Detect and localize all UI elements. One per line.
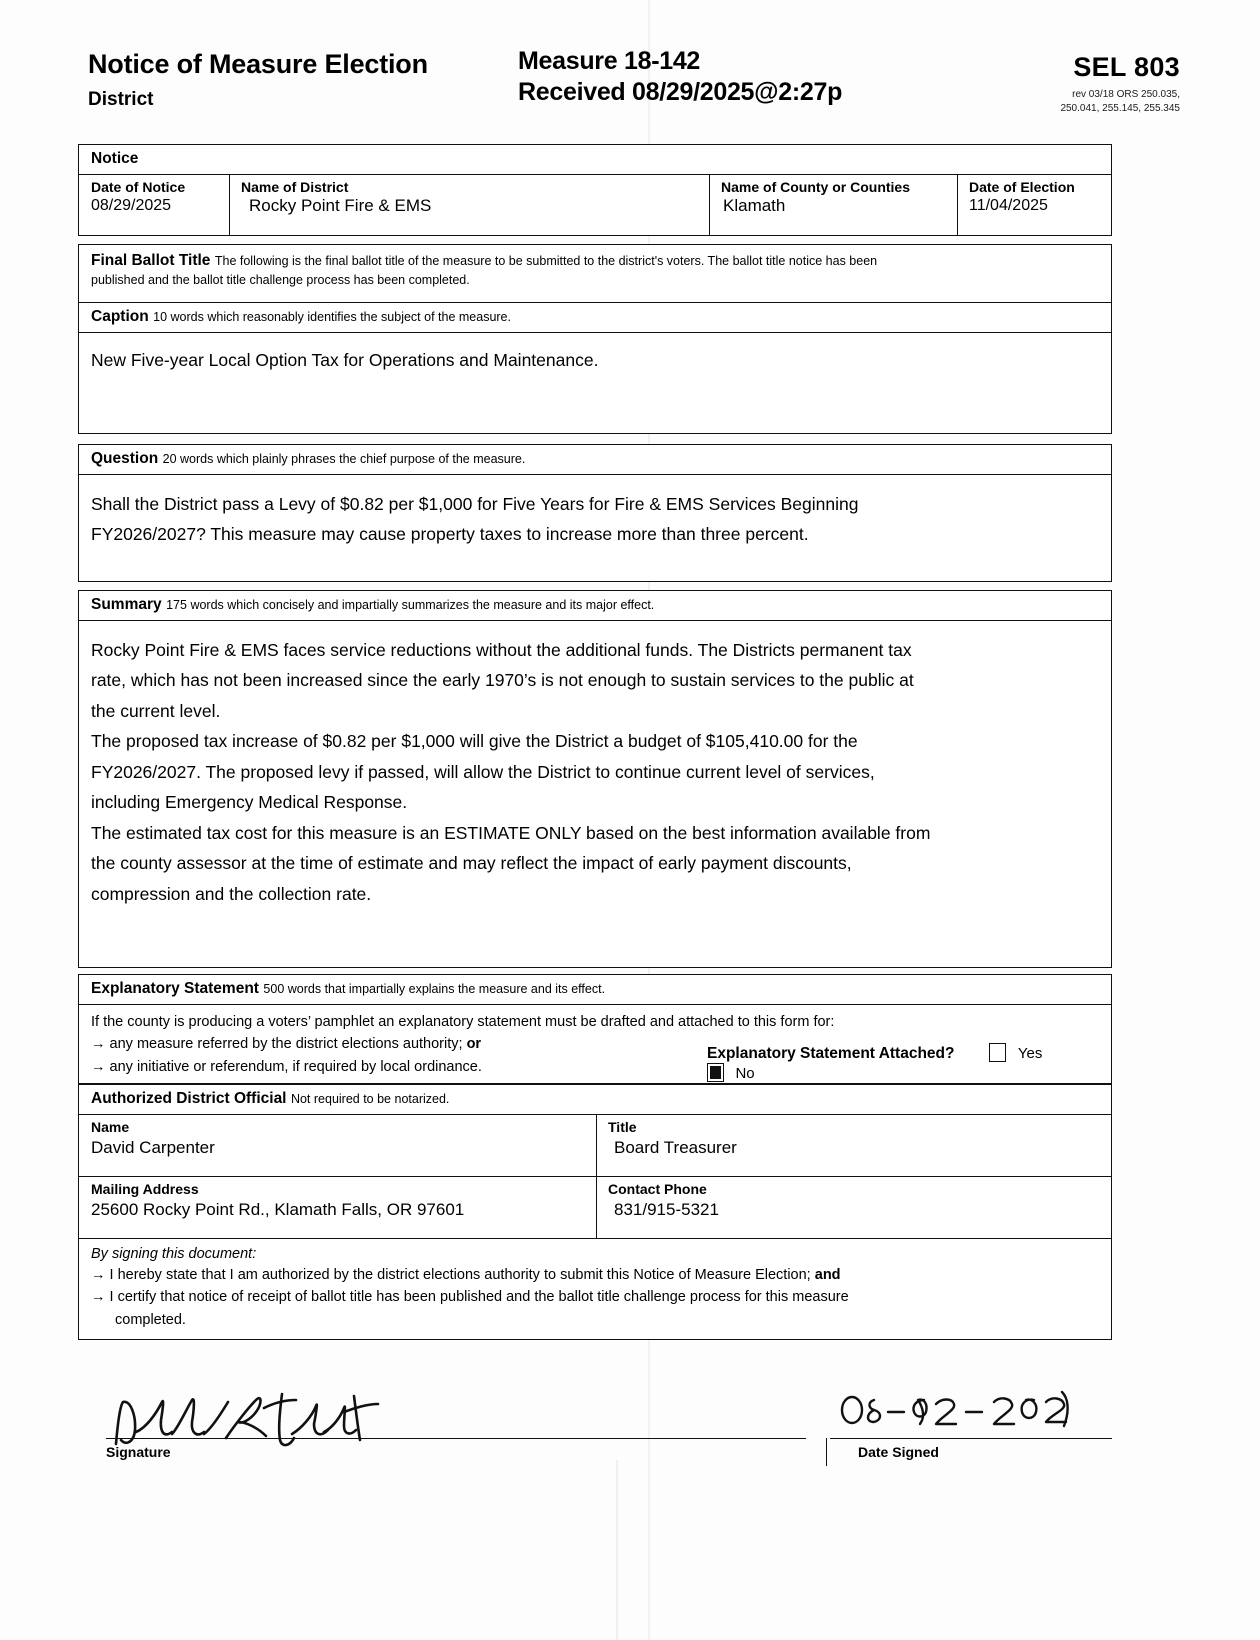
summary-note: 175 words which concisely and impartially summarizes the measure and its major effect. [166,598,655,612]
measure-number: Measure 18-142 [518,47,701,75]
signature-line [106,1438,806,1439]
county-label: Name of County or Counties [721,179,911,195]
official-phone-value[interactable]: 831/915-5321 [614,1200,719,1219]
official-title-value[interactable]: Board Treasurer [614,1138,737,1157]
date-signed-label: Date Signed [858,1444,939,1460]
official-address-row [79,1177,1111,1239]
arrow-icon: → [91,1036,106,1053]
official-phone-cell [596,1177,1111,1224]
explanatory-statement-bullet-1 [91,1033,711,1055]
signing-bullet-2 [91,1286,1101,1308]
date-signed-mark [838,1384,1078,1440]
explanatory-statement-yes-checkbox[interactable] [989,1043,1006,1062]
date-signed-line [830,1438,1112,1439]
final-ballot-title-label: Final Ballot Title [91,252,211,269]
date-of-election-cell [957,175,1111,219]
form-revision-line1: rev 03/18 ORS 250.035, [1072,89,1180,100]
form-code: SEL 803 [1073,52,1180,82]
official-name-row [79,1115,1111,1177]
summary-body[interactable] [79,621,1111,967]
county-cell [709,175,957,220]
explanatory-statement-no-checkbox[interactable] [707,1063,724,1082]
explanatory-statement-attached-group [707,1043,1107,1083]
official-address-cell [79,1177,596,1224]
official-address-value[interactable]: 25600 Rocky Point Rd., Klamath Falls, OR 97601 [91,1200,465,1219]
summary-line: the current level. [91,700,221,721]
county-value[interactable]: Klamath [723,196,786,215]
page-title: Notice of Measure Election [88,49,428,79]
final-ballot-title-note-1: The following is the final ballot title of the measure to be submitted to the district's voters. The ballot title notice has been [214,254,878,268]
signing-bullet-1-and: and [814,1267,841,1283]
notice-fields-row [79,175,1111,235]
signature-date-divider [826,1438,827,1466]
caption-body[interactable] [79,333,1111,433]
notice-section-header [79,145,1111,175]
official-section-label: Authorized District Official [91,1090,287,1107]
form-revision [960,88,1180,115]
official-address-label: Mailing Address [91,1181,199,1197]
name-of-district-label: Name of District [241,179,349,195]
arrow-icon: → [91,1267,106,1283]
caption-note: 10 words which reasonably identifies the subject of the measure. [153,310,511,324]
signature-block [78,1360,1138,1500]
explanatory-statement-section [78,974,1112,1084]
official-name-value[interactable]: David Carpenter [91,1138,215,1157]
summary-line: The estimated tax cost for this measure is an ESTIMATE ONLY based on the best information available from [91,822,931,843]
explanatory-statement-bullet-1-text: any measure referred by the district elections authority; [109,1036,463,1053]
question-section [78,444,1112,582]
question-label: Question [91,450,159,467]
explanatory-statement-note: 500 words that impartially explains the measure and its effect. [263,982,606,996]
arrow-icon: → [91,1289,106,1306]
summary-header [79,591,1111,621]
explanatory-statement-attached-label: Explanatory Statement Attached? [707,1045,955,1062]
measure-received-stamp: Received 08/29/2025@2:27p [518,77,843,106]
signature-label: Signature [106,1444,171,1460]
explanatory-statement-header [79,975,1111,1005]
explanatory-statement-no-label: No [735,1065,755,1082]
summary-line: The proposed tax increase of $0.82 per $1,000 will give the District a budget of $105,410.00 for the [91,731,858,752]
page-subtitle: District [88,89,154,111]
question-header [79,445,1111,475]
notice-section [78,144,1112,236]
name-of-district-value[interactable]: Rocky Point Fire & EMS [249,196,432,215]
arrow-icon: → [91,1058,106,1075]
explanatory-statement-bullet-2 [91,1056,711,1078]
form-revision-line2: 250.041, 255.145, 255.345 [1060,102,1180,114]
summary-section [78,590,1112,968]
name-of-district-cell [229,175,709,220]
official-title-label: Title [608,1119,637,1135]
summary-line: including Emergency Medical Response. [91,792,408,813]
question-body[interactable] [79,475,1111,583]
explanatory-statement-intro: If the county is producing a voters’ pamphlet an explanatory statement must be drafted and attached to this form for: [91,1014,835,1030]
signing-bullet-1-text: I hereby state that I am authorized by the district elections authority to submit this Notice of Measure Election; [109,1267,811,1283]
official-title-cell [596,1115,1111,1162]
date-of-notice-value[interactable]: 08/29/2025 [91,197,172,214]
official-phone-label: Contact Phone [608,1181,707,1197]
official-section-header [79,1085,1111,1115]
summary-line: Rocky Point Fire & EMS faces service reductions without the additional funds. The Districts permanent tax [91,640,912,660]
question-text-line2: FY2026/2027? This measure may cause property taxes to increase more than three percent. [91,524,809,545]
question-note: 20 words which plainly phrases the chief purpose of the measure. [162,452,526,466]
signing-bullet-1 [91,1264,1101,1286]
date-of-notice-label: Date of Notice [91,179,186,195]
explanatory-statement-body [79,1005,1111,1083]
caption-header [79,303,1111,333]
caption-label: Caption [91,308,149,325]
header-right [960,52,1180,115]
final-ballot-title-section [78,244,1112,434]
date-of-notice-cell [79,175,229,219]
summary-line: FY2026/2027. The proposed levy if passed, will allow the District to continue current level of services, [91,761,875,782]
measure-stamp [518,46,948,107]
signing-bullet-2-text: I certify that notice of receipt of ballot title has been published and the ballot title challenge process for this measure [109,1289,849,1306]
signing-intro: By signing this document: [91,1246,257,1262]
summary-label: Summary [91,596,162,613]
summary-line: the county assessor at the time of estimate and may reflect the impact of early payment discounts, [91,853,852,874]
final-ballot-title-header [79,245,1111,303]
explanatory-statement-bullet-1-or: or [466,1036,482,1053]
signing-bullet-2-continued: completed. [115,1311,186,1328]
final-ballot-title-note-2: published and the ballot title challenge process has been completed. [91,273,470,287]
explanatory-statement-yes-label: Yes [1017,1045,1043,1062]
explanatory-statement-bullet-2-text: any initiative or referendum, if required by local ordinance. [109,1058,482,1075]
question-text-line1: Shall the District pass a Levy of $0.82 per $1,000 for Five Years for Fire & EMS Services Beginning [91,494,859,514]
explanatory-statement-label: Explanatory Statement [91,980,259,997]
notice-section-label: Notice [91,150,139,167]
summary-line: rate, which has not been increased since the early 1970’s is not enough to sustain services to the public at [91,670,914,691]
header-left [88,50,508,111]
official-name-label: Name [91,1119,130,1135]
date-of-election-label: Date of Election [969,179,1075,195]
caption-text: New Five-year Local Option Tax for Operations and Maintenance. [91,350,599,370]
authorized-district-official-section [78,1084,1112,1340]
official-name-cell [79,1115,596,1162]
official-section-note: Not required to be notarized. [290,1092,450,1106]
document-header [78,42,1182,134]
signing-statement [79,1239,1111,1335]
date-of-election-value[interactable]: 11/04/2025 [969,197,1048,214]
summary-line: compression and the collection rate. [91,883,372,904]
